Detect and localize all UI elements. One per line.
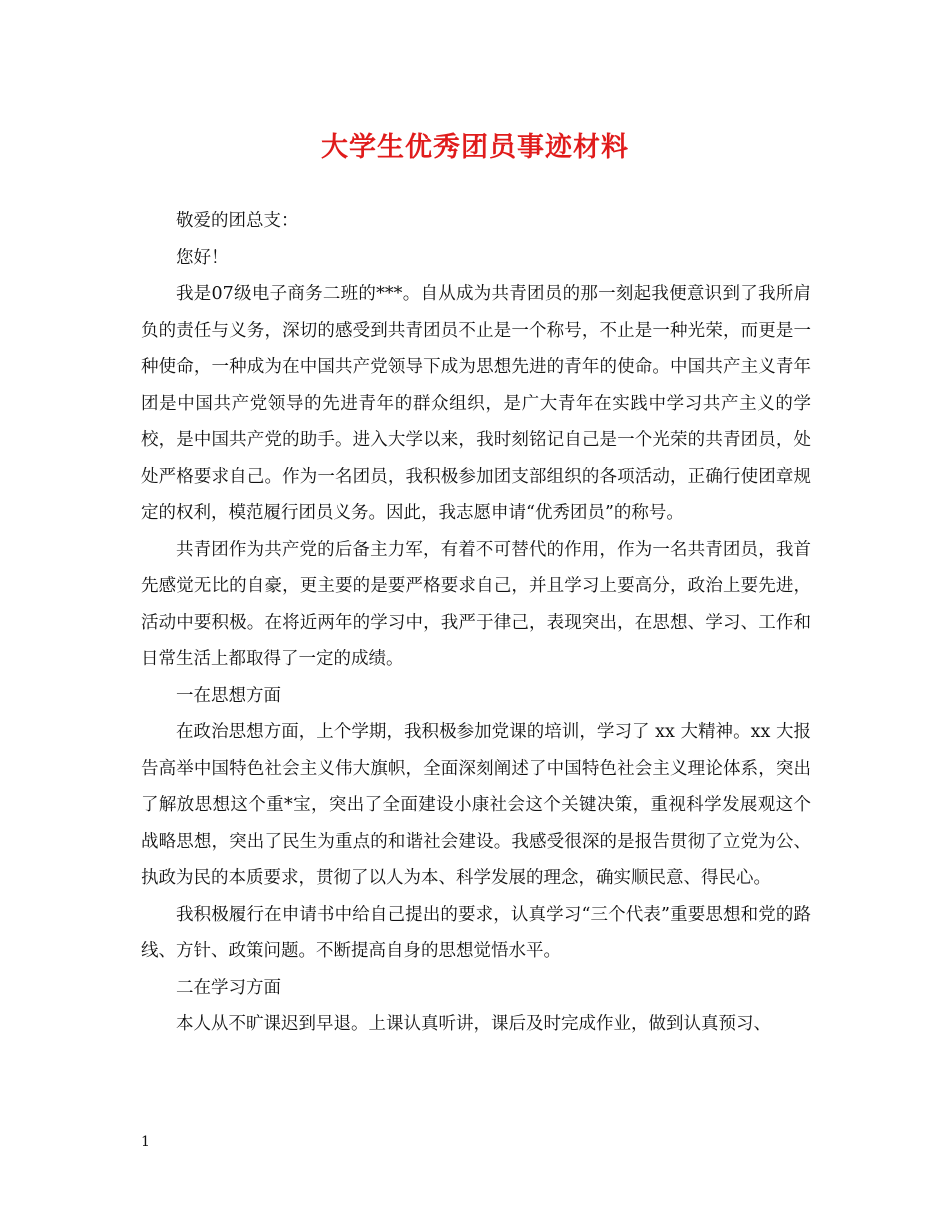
paragraph-commitment: 我积极履行在申请书中给自己提出的要求，认真学习“三个代表”重要思想和党的路线、方针、政策问题。不断提高自身的思想觉悟水平。 — [141, 904, 811, 961]
document-body — [141, 203, 811, 1043]
paragraph-introduction: 我是07级电子商务二班的***。自从成为共青团员的那一刻起我便意识到了我所肩负的责任与义务，深切的感受到共青团员不止是一个称号，不止是一种光荣，而更是一种使命，一种成为在中国共产党领导下成为思想先进的青年的使命。中国共产主义青年团是中国共产党领导的先进青年的群众组织，是广大青年在实践中学习共产主义的学校，是中国共产党的助手。进入大学以来，我时刻铭记自己是一个光荣的共青团员，处处严格要求自己。作为一名团员，我积极参加团支部组织的各项活动，正确行使团章规定的权利，模范履行团员义务。因此，我志愿申请“优秀团员”的称号。 — [141, 284, 811, 523]
section-heading-study: 二在学习方面 — [176, 977, 281, 998]
page-number: 1 — [141, 1134, 150, 1150]
paragraph-league-role: 共青团作为共产党的后备主力军，有着不可替代的作用，作为一名共青团员，我首先感觉无比的自豪，更主要的是要严格要求自己，并且学习上要高分，政治上要先进，活动中要积极。在将近两年的学习中，我严于律己，表现突出，在思想、学习、工作和日常生活上都取得了一定的成绩。 — [141, 539, 811, 669]
greeting: 您好！ — [176, 247, 229, 268]
paragraph-study: 本人从不旷课迟到早退。上课认真听讲，课后及时完成作业，做到认真预习、 — [176, 1014, 771, 1034]
section-heading-ideology: 一在思想方面 — [176, 685, 281, 706]
document-title: 大学生优秀团员事迹材料 — [321, 132, 629, 163]
salutation: 敬爱的团总支： — [176, 211, 299, 231]
paragraph-political-thought: 在政治思想方面，上个学期，我积极参加党课的培训，学习了 xx 大精神。xx 大报告高举中国特色社会主义伟大旗帜，全面深刻阐述了中国特色社会主义理论体系，突出了解放思想这个重*宝，突出了全面建设小康社会这个关键决策，重视科学发展观这个战略思想，突出了民生为重点的和谐社会建设。我感受很深的是报告贯彻了立党为公、执政为民的本质要求，贯彻了以人为本、科学发展的理念，确实顺民意、得民心。 — [141, 722, 811, 888]
